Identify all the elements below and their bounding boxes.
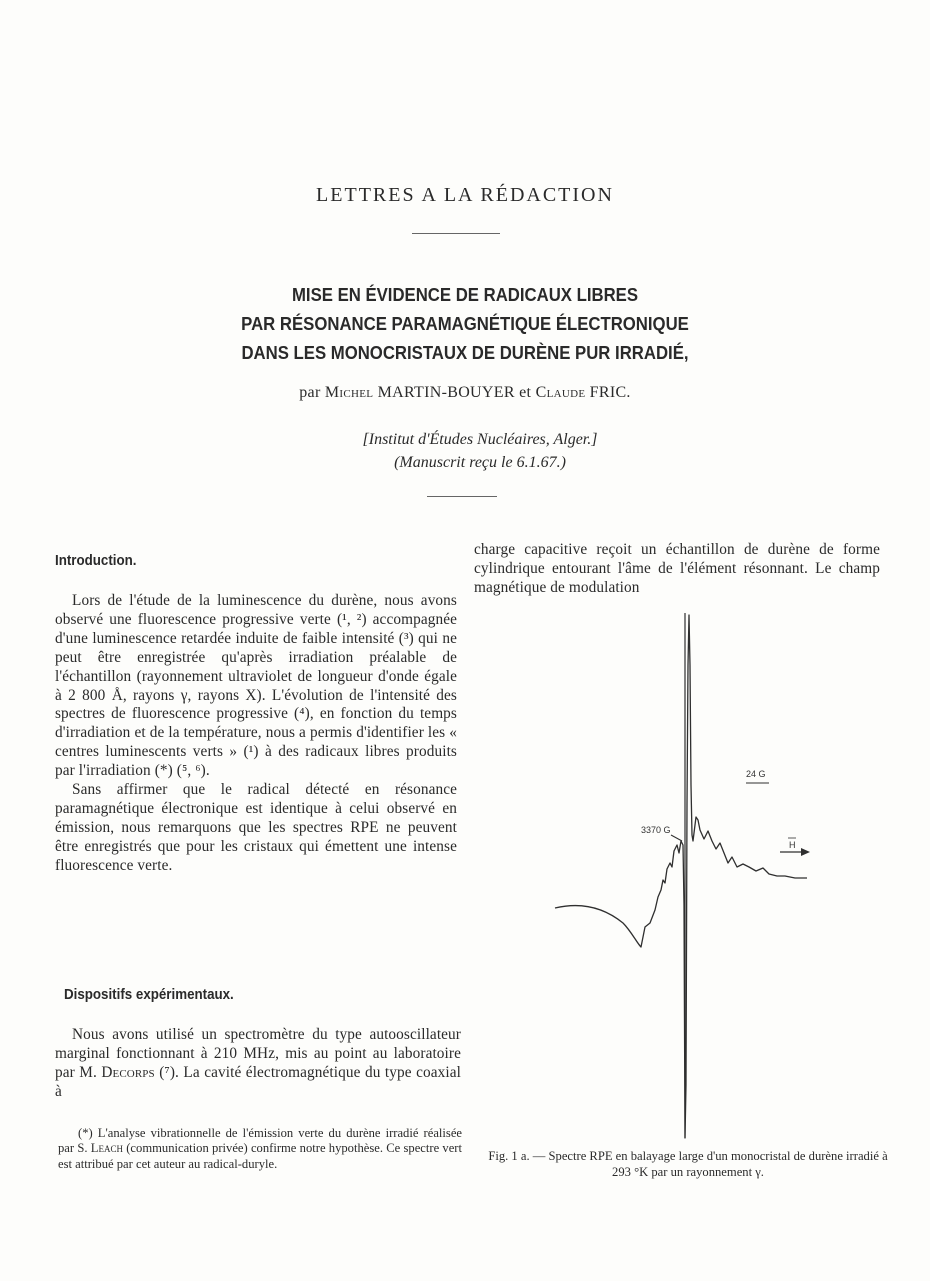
title-line-1: MISE EN ÉVIDENCE DE RADICAUX LIBRES — [291, 285, 639, 305]
divider-top — [412, 233, 500, 234]
dispositifs-heading: Dispositifs expérimentaux. — [64, 987, 234, 1003]
footnote-end: (communication privée) confirme notre hypothèse. Ce spectre vert est attribué par cet auteur au radical-duryle. — [58, 1141, 462, 1171]
field-label: 3370 G — [641, 825, 671, 835]
dispositifs-name: Decorps — [101, 1063, 155, 1081]
title-line-2: PAR RÉSONANCE PARAMAGNÉTIQUE ÉLECTRONIQUE — [241, 314, 689, 334]
section-heading: LETTRES A LA RÉDACTION — [316, 184, 614, 206]
author-2-family: FRIC. — [589, 384, 631, 401]
intro-paragraph-1: Lors de l'étude de la luminescence du durène, nous avons observé une fluorescence progressive verte (¹, ²) accompagnée d'une luminescence retardée induite de faible intensité (³) qui ne peut être enregistrée qu'après irradiation préalable de l'échantillon (rayonnement ultraviolet de longueur d'onde égale à 2 800 Å, rayons γ, rayons X). L'évolution de l'intensité des spectres de fluorescence progressive (⁴), en fonction du temps d'irradiation et de la température, nous a permis d'identifier les « centres luminescents verts » (¹) à des radicaux libres produits par l'irradiation (*) (⁵, ⁶). — [55, 592, 457, 780]
footnote-name: Leach — [90, 1141, 123, 1156]
intro-text — [55, 592, 457, 876]
authors — [0, 384, 930, 402]
right-column-text: charge capacitive reçoit un échantillon de durène de forme cylindrique entourant l'âme de l'élément résonnant. Le champ magnétique de modulation — [474, 541, 880, 596]
intro-paragraph-2: Sans affirmer que le radical détecté en résonance paramagnétique électronique est identique à celui observé en émission, nous remarquons que les spectres RPE ne peuvent être enregistrés que pour les cristaux qui émettent une intense fluorescence verte. — [55, 781, 457, 874]
affiliation-block — [0, 428, 905, 474]
authors-et: et — [519, 384, 532, 401]
affiliation: [Institut d'Études Nucléaires, Alger.] — [362, 431, 598, 448]
dispositifs-paragraph — [55, 1026, 461, 1102]
author-1-given: Michel — [324, 384, 374, 401]
author-2-given: Claude — [535, 384, 586, 401]
caption-text: Spectre RPE en balayage large d'un monocristal de durène irradié à 293 °K par un rayonnement γ. — [548, 1149, 888, 1179]
vector-h-label: H — [789, 840, 796, 850]
authors-par: par — [299, 384, 321, 401]
footnote-start: (*) L'analyse vibrationnelle de l'émission verte du durène irradié réalisée par S. — [58, 1126, 462, 1156]
footnote — [58, 1126, 462, 1172]
vector-h-arrowhead — [801, 848, 810, 856]
dispositifs-text — [55, 1026, 461, 1102]
dispositifs-start: Nous avons utilisé un spectromètre du type autooscillateur marginal fonctionnant à 210 MHz, mis au point au laboratoire par M. — [55, 1026, 461, 1081]
epr-spectrum-figure — [545, 605, 825, 1145]
figure-caption — [478, 1148, 898, 1180]
caption-fig-ref: Fig. 1 a. — — [488, 1149, 546, 1163]
dispositifs-end: (⁷). La cavité électromagnétique du type coaxial à — [55, 1063, 461, 1100]
title-line-3: DANS LES MONOCRISTAUX DE DURÈNE PUR IRRADIÉ, — [241, 343, 689, 363]
epr-spectrum-svg — [545, 605, 825, 1145]
intro-heading: Introduction. — [55, 553, 137, 569]
scale-label: 24 G — [746, 769, 766, 779]
received-date: (Manuscrit reçu le 6.1.67.) — [394, 454, 566, 471]
divider-bottom — [427, 496, 497, 497]
author-1-family: MARTIN-BOUYER — [377, 384, 515, 401]
field-arrow — [671, 835, 682, 841]
article-title — [181, 281, 748, 368]
spectrum-trace — [555, 615, 807, 1138]
